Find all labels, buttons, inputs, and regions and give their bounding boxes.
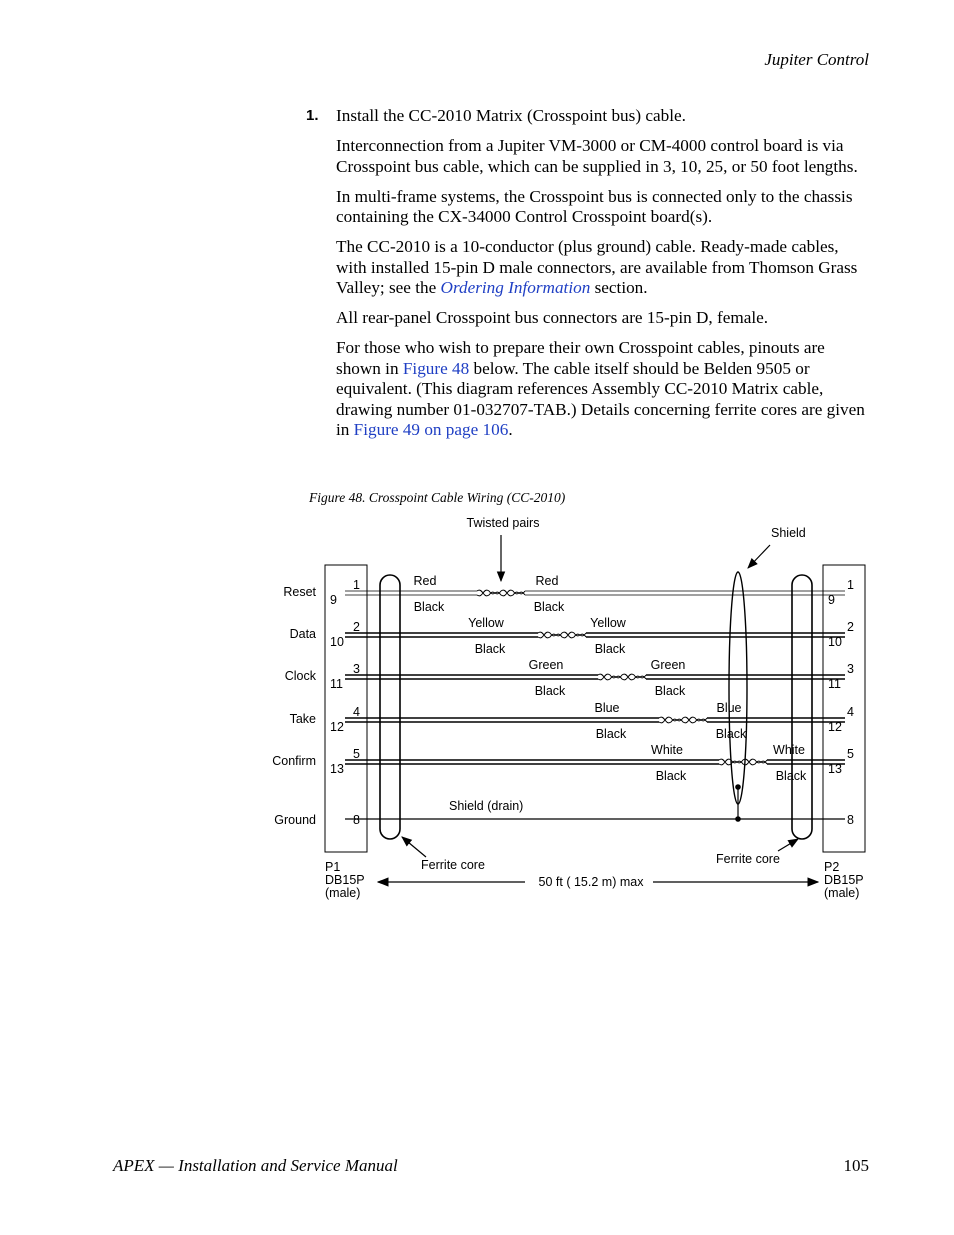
step-number: 1.: [306, 107, 319, 124]
signal-label: Clock: [284, 669, 316, 683]
body-text: [336, 106, 871, 450]
figure-49-link[interactable]: Figure 49 on page 106: [353, 420, 509, 439]
paragraph-pinouts: [336, 338, 871, 441]
wire-pair-color-label: Black: [474, 642, 506, 656]
wire-pair-color-label: Black: [534, 684, 566, 698]
text-run: below. The cable itself should be Belden 9505 or equivalent. (This diagram references Assembly CC-2010 Matrix cable, drawing number 01-032707-TAB.) Details concerning ferrite cores are given in: [336, 358, 865, 439]
wire-color-label: Red: [413, 574, 437, 588]
pin-number-p2: 5: [847, 747, 854, 761]
pin-number-p2: 4: [847, 705, 854, 719]
wire-pair-color-label: Black: [413, 600, 445, 614]
pin-number-p1: 2: [353, 620, 360, 634]
paragraph-multiframe: In multi-frame systems, the Crosspoint bus is connected only to the chassis containing the CX-34000 Control Crosspoint board(s).: [336, 186, 853, 226]
shield-label: Shield: [771, 526, 806, 540]
text-run: The CC-2010 is a 10-conductor (plus ground) cable. Ready-made cables, with installed 15-pin D male connectors, are available from Thomson Grass Valley; see the: [336, 237, 858, 297]
pin-number-p1: 4: [353, 705, 360, 719]
cable-length-label: 50 ft ( 15.2 m) max: [538, 875, 644, 889]
cable-shield: [729, 572, 747, 804]
pin-number-p1-pair: 12: [330, 720, 344, 734]
wire-color-label: Red: [535, 574, 559, 588]
wire-pair-color-label: Black: [715, 727, 747, 741]
text-run: For those who wish to prepare their own Crosspoint cables, pinouts are shown in: [336, 338, 825, 378]
ferrite-core-left-label: Ferrite core: [421, 858, 485, 872]
p1-gender: (male): [325, 886, 361, 900]
pin-number-p1: 3: [353, 662, 360, 676]
ferrite-right-arrow: [778, 839, 798, 851]
ground-pin-p2: 8: [847, 813, 854, 827]
twisted-pairs-label: Twisted pairs: [466, 516, 540, 530]
pin-number-p1: 1: [353, 578, 360, 592]
wire-color-label: White: [651, 743, 683, 757]
text-run: section.: [590, 278, 648, 297]
shield-drain-label: Shield (drain): [449, 799, 524, 813]
wire-color-label: Yellow: [468, 616, 504, 630]
wire-color-label: Blue: [716, 701, 742, 715]
ordering-information-link[interactable]: Ordering Information: [440, 278, 591, 297]
connector-p2-body: [823, 565, 865, 852]
pin-number-p2-pair: 11: [828, 677, 841, 691]
figure-48-link[interactable]: Figure 48: [402, 358, 470, 378]
wire-color-label: Green: [650, 658, 686, 672]
figure-caption: Figure 48. Crosspoint Cable Wiring (CC-2010): [309, 490, 566, 505]
ground-pin-p1: 8: [353, 813, 360, 827]
signal-label: Confirm: [272, 754, 316, 768]
wire-color-label: White: [773, 743, 805, 757]
wire-pair-color-label: Black: [655, 769, 687, 783]
ferrite-core-left: [380, 575, 400, 839]
paragraph-interconnection: Interconnection from a Jupiter VM-3000 or CM-4000 control board is via Crosspoint bus cable, which can be supplied in 3, 10, 25, or 50 foot lengths.: [336, 136, 858, 176]
p2-name: P2: [824, 860, 840, 874]
ground-label: Ground: [274, 813, 316, 827]
drain-junction-dot: [735, 816, 741, 822]
p1-name: P1: [325, 860, 341, 874]
running-header: Jupiter Control: [764, 50, 869, 69]
pin-number-p2: 2: [847, 620, 854, 634]
wire-color-label: Green: [528, 658, 564, 672]
pin-number-p1-pair: 11: [330, 677, 343, 691]
pin-number-p2-pair: 9: [828, 593, 835, 607]
p1-type: DB15P: [325, 873, 365, 887]
wire-pair-color-label: Black: [654, 684, 686, 698]
wire-pair-color-label: Black: [775, 769, 807, 783]
pin-number-p2-pair: 13: [828, 762, 842, 776]
step-title: Install the CC-2010 Matrix (Crosspoint bus) cable.: [336, 106, 686, 125]
pin-number-p2: 3: [847, 662, 854, 676]
signal-label: Data: [289, 627, 316, 641]
cable-wiring-diagram: [260, 505, 900, 915]
ferrite-left-arrow: [402, 837, 426, 857]
text-run: .: [508, 420, 513, 439]
wire-pair-color-label: Black: [533, 600, 565, 614]
paragraph-cc2010: [336, 237, 871, 299]
ferrite-core-right-label: Ferrite core: [716, 852, 780, 866]
pin-number-p2-pair: 12: [828, 720, 842, 734]
p2-gender: (male): [824, 886, 860, 900]
pin-number-p2: 1: [847, 578, 854, 592]
wire-pair-color-label: Black: [595, 727, 627, 741]
signal-label: Reset: [283, 585, 316, 599]
pin-number-p1-pair: 10: [330, 635, 344, 649]
wire-color-label: Yellow: [590, 616, 626, 630]
p2-type: DB15P: [824, 873, 864, 887]
pin-number-p2-pair: 10: [828, 635, 842, 649]
wire-color-label: Blue: [594, 701, 620, 715]
shield-arrow: [748, 545, 770, 568]
pin-number-p1-pair: 9: [330, 593, 337, 607]
footer-manual-title: APEX — Installation and Service Manual: [113, 1156, 398, 1175]
ferrite-core-right: [792, 575, 812, 839]
pin-number-p1-pair: 13: [330, 762, 344, 776]
wire-pair-color-label: Black: [594, 642, 626, 656]
footer-page-number: 105: [843, 1156, 869, 1175]
connector-p1-body: [325, 565, 367, 852]
pin-number-p1: 5: [353, 747, 360, 761]
signal-label: Take: [289, 712, 316, 726]
shield-junction-dot: [735, 784, 741, 790]
paragraph-connectors: All rear-panel Crosspoint bus connectors are 15-pin D, female.: [336, 308, 769, 327]
